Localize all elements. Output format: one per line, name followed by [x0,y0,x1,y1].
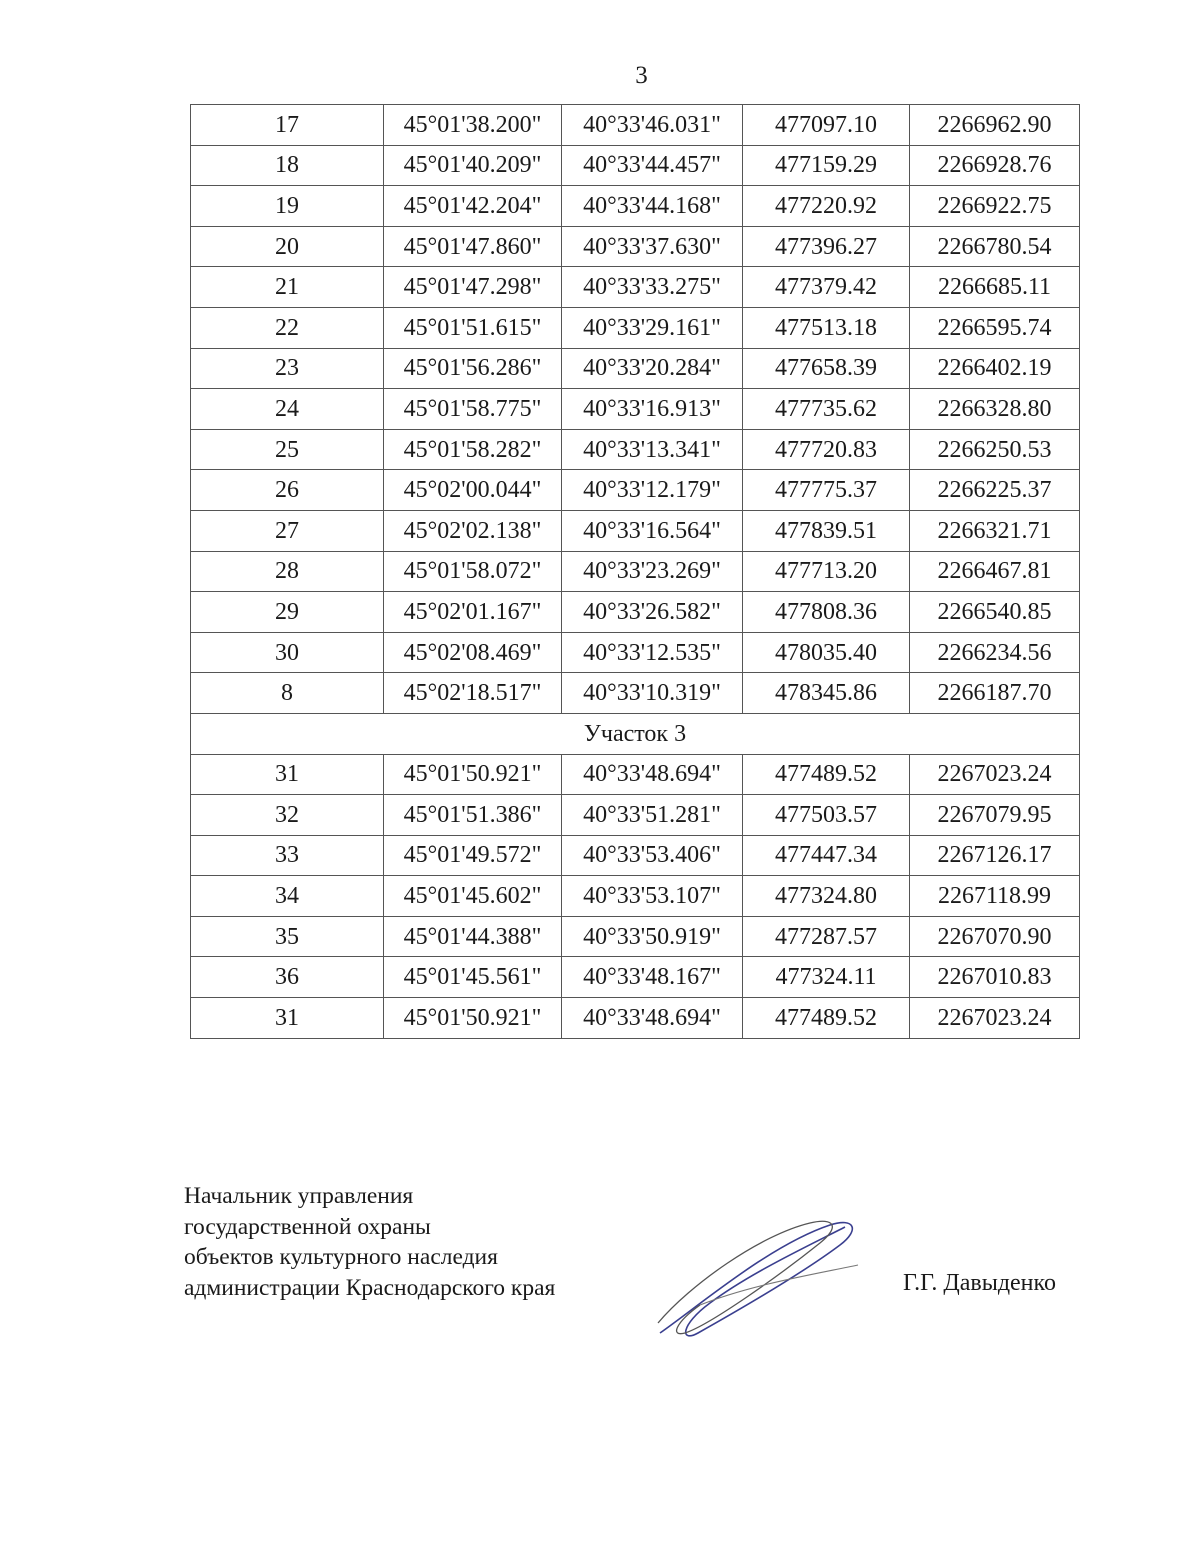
point-number-cell: 24 [191,389,384,430]
point-number-cell: 27 [191,510,384,551]
point-number-cell: 23 [191,348,384,389]
coord-x-cell: 477658.39 [743,348,910,389]
coord-y-cell: 2267118.99 [910,876,1080,917]
longitude-cell: 40°33'46.031" [562,105,743,146]
point-number-cell: 28 [191,551,384,592]
table-row [191,348,1080,389]
table-row [191,632,1080,673]
longitude-cell: 40°33'23.269" [562,551,743,592]
point-number-cell: 26 [191,470,384,511]
coord-x-cell: 477720.83 [743,429,910,470]
latitude-cell: 45°01'40.209" [384,145,562,186]
table-row [191,307,1080,348]
longitude-cell: 40°33'12.179" [562,470,743,511]
longitude-cell: 40°33'29.161" [562,307,743,348]
coord-y-cell: 2267023.24 [910,998,1080,1039]
table-row [191,226,1080,267]
latitude-cell: 45°01'50.921" [384,998,562,1039]
coordinates-table-body-b [191,754,1080,1038]
longitude-cell: 40°33'48.694" [562,998,743,1039]
longitude-cell: 40°33'48.694" [562,754,743,795]
point-number-cell: 32 [191,795,384,836]
table-row [191,186,1080,227]
latitude-cell: 45°02'18.517" [384,673,562,714]
section-row-group [191,713,1080,754]
coord-x-cell: 477396.27 [743,226,910,267]
latitude-cell: 45°02'08.469" [384,632,562,673]
coord-x-cell: 478345.86 [743,673,910,714]
point-number-cell: 20 [191,226,384,267]
table-row [191,998,1080,1039]
point-number-cell: 30 [191,632,384,673]
coord-x-cell: 478035.40 [743,632,910,673]
table-row [191,835,1080,876]
coord-x-cell: 477489.52 [743,754,910,795]
point-number-cell: 33 [191,835,384,876]
table-row [191,551,1080,592]
latitude-cell: 45°01'45.602" [384,876,562,917]
longitude-cell: 40°33'12.535" [562,632,743,673]
point-number-cell: 34 [191,876,384,917]
coord-y-cell: 2266187.70 [910,673,1080,714]
table-row [191,105,1080,146]
longitude-cell: 40°33'16.564" [562,510,743,551]
coord-y-cell: 2267079.95 [910,795,1080,836]
coord-x-cell: 477713.20 [743,551,910,592]
point-number-cell: 25 [191,429,384,470]
point-number-cell: 18 [191,145,384,186]
point-number-cell: 36 [191,957,384,998]
longitude-cell: 40°33'44.457" [562,145,743,186]
signer-name: Г.Г. Давыденко [903,1270,1056,1296]
longitude-cell: 40°33'48.167" [562,957,743,998]
coord-y-cell: 2267023.24 [910,754,1080,795]
coord-y-cell: 2267070.90 [910,916,1080,957]
table-row [191,754,1080,795]
point-number-cell: 19 [191,186,384,227]
coord-x-cell: 477379.42 [743,267,910,308]
point-number-cell: 29 [191,592,384,633]
coord-x-cell: 477808.36 [743,592,910,633]
latitude-cell: 45°01'49.572" [384,835,562,876]
latitude-cell: 45°01'58.775" [384,389,562,430]
section-row [191,713,1080,754]
latitude-cell: 45°01'45.561" [384,957,562,998]
table-row [191,795,1080,836]
latitude-cell: 45°01'38.200" [384,105,562,146]
table-row [191,876,1080,917]
coord-y-cell: 2266595.74 [910,307,1080,348]
longitude-cell: 40°33'50.919" [562,916,743,957]
latitude-cell: 45°01'51.615" [384,307,562,348]
table-row [191,592,1080,633]
point-number-cell: 31 [191,998,384,1039]
longitude-cell: 40°33'13.341" [562,429,743,470]
latitude-cell: 45°01'50.921" [384,754,562,795]
latitude-cell: 45°02'00.044" [384,470,562,511]
latitude-cell: 45°01'47.860" [384,226,562,267]
coord-x-cell: 477324.80 [743,876,910,917]
coord-y-cell: 2266540.85 [910,592,1080,633]
position-line: администрации Краснодарского края [184,1274,556,1301]
longitude-cell: 40°33'53.107" [562,876,743,917]
coord-x-cell: 477447.34 [743,835,910,876]
latitude-cell: 45°01'44.388" [384,916,562,957]
coord-y-cell: 2266234.56 [910,632,1080,673]
latitude-cell: 45°01'42.204" [384,186,562,227]
coord-x-cell: 477220.92 [743,186,910,227]
longitude-cell: 40°33'53.406" [562,835,743,876]
coord-y-cell: 2267010.83 [910,957,1080,998]
point-number-cell: 22 [191,307,384,348]
longitude-cell: 40°33'51.281" [562,795,743,836]
point-number-cell: 35 [191,916,384,957]
point-number-cell: 21 [191,267,384,308]
coord-y-cell: 2266780.54 [910,226,1080,267]
coord-y-cell: 2266685.11 [910,267,1080,308]
coord-y-cell: 2266922.75 [910,186,1080,227]
table-row [191,673,1080,714]
point-number-cell: 8 [191,673,384,714]
longitude-cell: 40°33'33.275" [562,267,743,308]
coord-x-cell: 477287.57 [743,916,910,957]
table-row [191,145,1080,186]
coord-y-cell: 2266225.37 [910,470,1080,511]
coord-x-cell: 477735.62 [743,389,910,430]
longitude-cell: 40°33'16.913" [562,389,743,430]
latitude-cell: 45°01'56.286" [384,348,562,389]
handwritten-signature [640,1205,880,1345]
coord-x-cell: 477513.18 [743,307,910,348]
section-title: Участок 3 [191,713,1080,754]
coord-y-cell: 2267126.17 [910,835,1080,876]
latitude-cell: 45°02'01.167" [384,592,562,633]
table-row [191,267,1080,308]
longitude-cell: 40°33'26.582" [562,592,743,633]
table-row [191,470,1080,511]
table-row [191,916,1080,957]
coord-y-cell: 2266250.53 [910,429,1080,470]
coordinates-table [190,104,1080,1039]
longitude-cell: 40°33'44.168" [562,186,743,227]
coord-x-cell: 477503.57 [743,795,910,836]
page-number: 3 [635,62,648,89]
latitude-cell: 45°01'47.298" [384,267,562,308]
coord-y-cell: 2266402.19 [910,348,1080,389]
position-line: объектов культурного наследия [184,1244,498,1270]
table-row [191,389,1080,430]
coord-x-cell: 477775.37 [743,470,910,511]
coord-x-cell: 477097.10 [743,105,910,146]
point-number-cell: 31 [191,754,384,795]
latitude-cell: 45°01'51.386" [384,795,562,836]
coord-x-cell: 477324.11 [743,957,910,998]
position-line: государственной охраны [184,1213,431,1240]
latitude-cell: 45°01'58.282" [384,429,562,470]
coord-x-cell: 477489.52 [743,998,910,1039]
latitude-cell: 45°01'58.072" [384,551,562,592]
table-row [191,429,1080,470]
coord-y-cell: 2266467.81 [910,551,1080,592]
table-row [191,510,1080,551]
point-number-cell: 17 [191,105,384,146]
coordinates-table-body-a [191,105,1080,714]
coord-y-cell: 2266962.90 [910,105,1080,146]
latitude-cell: 45°02'02.138" [384,510,562,551]
signature-block [184,1181,555,1303]
longitude-cell: 40°33'10.319" [562,673,743,714]
table-row [191,957,1080,998]
coord-y-cell: 2266328.80 [910,389,1080,430]
coord-x-cell: 477159.29 [743,145,910,186]
coord-y-cell: 2266928.76 [910,145,1080,186]
coord-x-cell: 477839.51 [743,510,910,551]
coord-y-cell: 2266321.71 [910,510,1080,551]
longitude-cell: 40°33'20.284" [562,348,743,389]
longitude-cell: 40°33'37.630" [562,226,743,267]
position-line: Начальник управления [184,1183,414,1209]
